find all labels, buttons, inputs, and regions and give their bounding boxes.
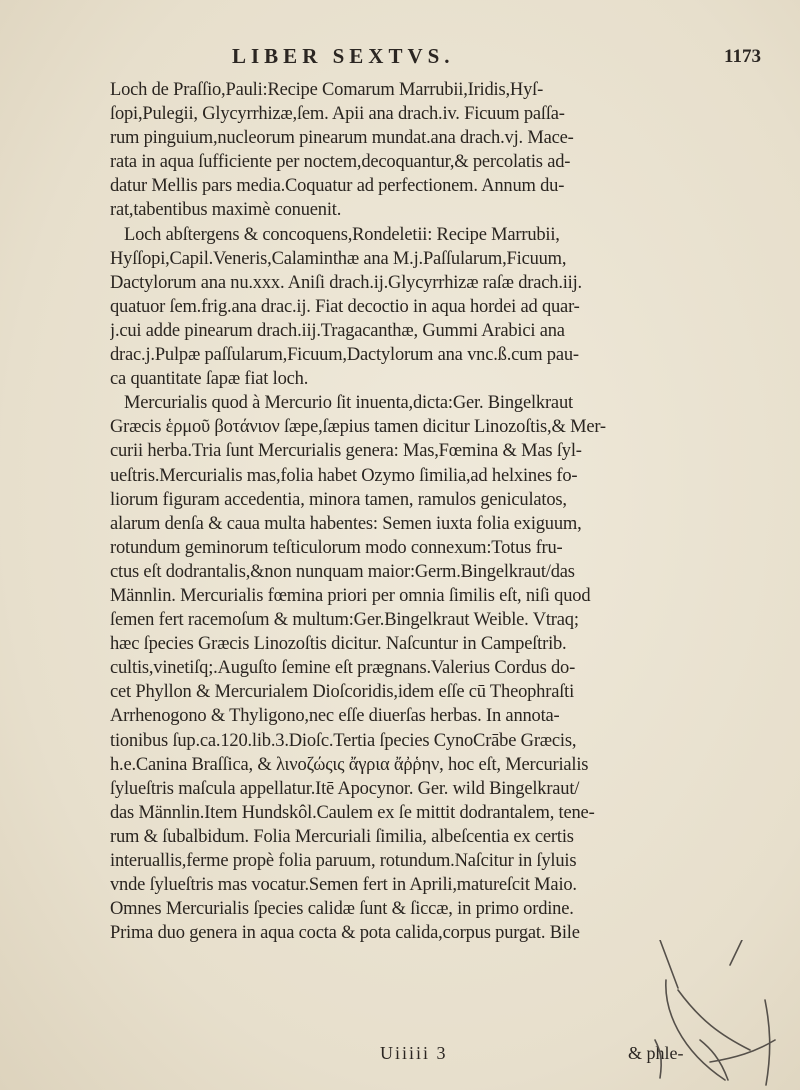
text-line: liorum figuram accedentia, minora tamen, ramulos geniculatos, xyxy=(110,489,567,510)
text-line: Mercurialis quod à Mercurio ſit inuenta,dicta:Ger. Bingelkraut xyxy=(124,393,573,414)
text-line: Loch de Praſſio,Pauli:Recipe Comarum Marrubii,Iridis,Hyſ- xyxy=(110,80,544,100)
text-line: Hyſſopi,Capil.Veneris,Calaminthæ ana M.j.Paſſularum,Ficuum, xyxy=(110,248,567,269)
text-line: Prima duo genera in aqua cocta & pota calida,corpus purgat. Bile xyxy=(110,923,580,944)
text-line: Loch abſtergens & concoquens,Rondeletii: Recipe Marrubii, xyxy=(124,224,560,245)
text-line: cet Phyllon & Mercurialem Dioſcoridis,idem eſſe cū Theophraſti xyxy=(110,682,575,703)
body-text xyxy=(110,78,720,945)
text-line: rotundum geminorum teſticulorum modo connexum:Totus fru- xyxy=(110,537,563,558)
signature-mark: Uiiiii 3 xyxy=(380,1043,448,1063)
text-line: h.e.Canina Braſſica, & λινοζώςις ἄγρια ἄῤῥην, hoc eſt, Mercurialis xyxy=(110,754,589,775)
catchword: & phle- xyxy=(628,1043,684,1063)
text-line: Dactylorum ana nu.xxx. Aniſi drach.ij.Glycyrrhizæ raſæ drach.iij. xyxy=(110,272,582,293)
text-line: ſylueſtris maſcula appellatur.Itē Apocynor. Ger. wild Bingelkraut/ xyxy=(110,778,580,799)
text-line: ca quantitate ſapæ fiat loch. xyxy=(110,369,309,390)
text-line: j.cui adde pinearum drach.iij.Tragacanthæ, Gummi Arabici ana xyxy=(110,320,565,341)
text-line: ſopi,Pulegii, Glycyrrhizæ,ſem. Apii ana drach.iv. Ficuum paſſa- xyxy=(110,104,565,125)
text-line: drac.j.Pulpæ paſſularum,Ficuum,Dactylorum ana vnc.ß.cum pau- xyxy=(110,345,579,366)
text-line: tionibus ſup.ca.120.lib.3.Dioſc.Tertia ſpecies CynoCrābe Græcis, xyxy=(110,730,577,751)
page-header xyxy=(0,44,800,78)
text-line: interuallis,ferme propè folia paruum, rotundum.Naſcitur in ſyluis xyxy=(110,851,577,871)
text-line: cultis,vinetiſq;.Auguſto ſemine eſt prægnans.Valerius Cordus do- xyxy=(110,658,576,679)
text-line: das Männlin.Item Hundskôl.Caulem ex ſe mittit dodrantalem, tene- xyxy=(110,802,595,823)
margin-pencil-sketch xyxy=(560,940,800,1090)
text-line: hæc ſpecies Græcis Linozoſtis dicitur. Naſcuntur in Campeſtrib. xyxy=(110,634,567,655)
text-line: quatuor ſem.frig.ana drac.ij. Fiat decoctio in aqua hordei ad quar- xyxy=(110,296,580,317)
text-line: rum & ſubalbidum. Folia Mercuriali ſimilia, albeſcentia ex certis xyxy=(110,826,574,847)
text-line: alarum denſa & caua multa habentes: Semen iuxta folia exiguum, xyxy=(110,513,582,534)
text-line: Græcis ἑρμοῦ βοτάνιον ſæpe,ſæpius tamen dicitur Linozoſtis,& Mer- xyxy=(110,417,606,438)
text-line: ſemen fert racemoſum & multum:Ger.Bingelkraut Weible. Vtraq; xyxy=(110,610,579,631)
text-line: rat,tabentibus maximè conuenit. xyxy=(110,200,342,221)
text-line: ctus eſt dodrantalis,&non nunquam maior:Germ.Bingelkraut/das xyxy=(110,561,575,582)
text-line: vnde ſylueſtris mas vocatur.Semen fert in Aprili,matureſcit Maio. xyxy=(110,875,577,896)
text-line: Männlin. Mercurialis fœmina priori per omnia ſimilis eſt, niſi quod xyxy=(110,585,591,606)
text-line: rum pinguium,nucleorum pinearum mundat.ana drach.vj. Mace- xyxy=(110,128,574,149)
text-line: datur Mellis pars media.Coquatur ad perfectionem. Annum du- xyxy=(110,176,565,197)
text-line: Omnes Mercurialis ſpecies calidæ ſunt & ſiccæ, in primo ordine. xyxy=(110,899,574,920)
text-line: rata in aqua ſufficiente per noctem,decoquantur,& percolatis ad- xyxy=(110,152,571,173)
running-head: LIBER SEXTVS. xyxy=(232,44,455,68)
text-line: ueſtris.Mercurialis mas,folia habet Ozymo ſimilia,ad helxines fo- xyxy=(110,465,578,486)
text-line: curii herba.Tria ſunt Mercurialis genera: Mas,Fœmina & Mas ſyl- xyxy=(110,441,582,462)
page-number: 1173 xyxy=(724,46,761,67)
text-line: Arrhenogono & Thyligono,nec eſſe diuerſas herbas. In annota- xyxy=(110,706,560,727)
